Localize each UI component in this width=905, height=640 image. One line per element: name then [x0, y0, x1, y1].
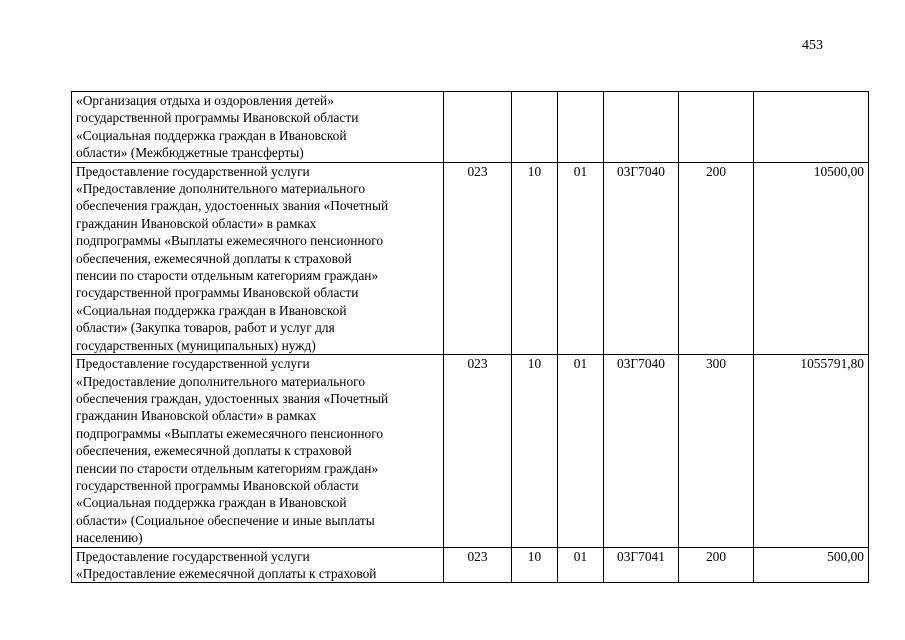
- table-row: [72, 162, 869, 354]
- description-line: обеспечения, ежемесячной доплаты к страховой: [76, 443, 352, 459]
- row-description: [72, 355, 444, 547]
- amount-cell: [754, 92, 869, 163]
- subsection-code: 01: [558, 162, 604, 354]
- description-line: гражданин Ивановской области» в рамках: [76, 215, 317, 231]
- row-description: [72, 92, 444, 163]
- row-description: [72, 547, 444, 583]
- row-description: [72, 162, 444, 354]
- ministry-code: 023: [444, 547, 512, 583]
- description-line: «Предоставление ежемесячной доплаты к страховой: [76, 565, 377, 581]
- expense-type-code: 200: [679, 547, 754, 583]
- table-row: [72, 547, 869, 583]
- description-line: государственной программы Ивановской области: [76, 110, 359, 126]
- table-row: [72, 355, 869, 547]
- description-line: государственной программы Ивановской области: [76, 477, 359, 493]
- table-row: [72, 92, 869, 163]
- target-article-code: 03Г7041: [604, 547, 679, 583]
- section-code: 10: [512, 547, 558, 583]
- description-line: «Социальная поддержка граждан в Ивановской: [76, 302, 347, 318]
- section-code: [512, 92, 558, 163]
- description-line: гражданин Ивановской области» в рамках: [76, 408, 317, 424]
- target-article-code: 03Г7040: [604, 355, 679, 547]
- amount-cell: 10500,00: [754, 162, 869, 354]
- amount-cell: 500,00: [754, 547, 869, 583]
- ministry-code: 023: [444, 162, 512, 354]
- expense-type-code: 200: [679, 162, 754, 354]
- subsection-code: [558, 92, 604, 163]
- description-line: Предоставление государственной услуги: [76, 356, 310, 372]
- description-line: «Социальная поддержка граждан в Ивановской: [76, 495, 347, 511]
- description-line: области» (Закупка товаров, работ и услуг для: [76, 320, 335, 336]
- description-line: государственной программы Ивановской области: [76, 285, 359, 301]
- description-line: «Предоставление дополнительного материального: [76, 373, 366, 389]
- target-article-code: 03Г7040: [604, 162, 679, 354]
- expense-type-code: [679, 92, 754, 163]
- ministry-code: 023: [444, 355, 512, 547]
- description-line: подпрограммы «Выплаты ежемесячного пенсионного: [76, 233, 384, 249]
- budget-table-body: [72, 92, 869, 583]
- amount-cell: 1055791,80: [754, 355, 869, 547]
- page-number: 453: [802, 38, 823, 53]
- subsection-code: 01: [558, 547, 604, 583]
- description-line: населению): [76, 530, 143, 546]
- description-line: государственных (муниципальных) нужд): [76, 337, 316, 353]
- target-article-code: [604, 92, 679, 163]
- description-line: обеспечения, ежемесячной доплаты к страховой: [76, 250, 352, 266]
- description-line: «Социальная поддержка граждан в Ивановской: [76, 127, 347, 143]
- budget-table: [71, 91, 869, 583]
- section-code: 10: [512, 162, 558, 354]
- description-line: Предоставление государственной услуги: [76, 548, 310, 564]
- expense-type-code: 300: [679, 355, 754, 547]
- description-line: обеспечения граждан, удостоенных звания «Почетный: [76, 390, 389, 406]
- ministry-code: [444, 92, 512, 163]
- description-line: подпрограммы «Выплаты ежемесячного пенсионного: [76, 425, 384, 441]
- description-line: пенсии по старости отдельным категориям граждан»: [76, 268, 379, 284]
- subsection-code: 01: [558, 355, 604, 547]
- description-line: Предоставление государственной услуги: [76, 163, 310, 179]
- description-line: «Организация отдыха и оздоровления детей»: [76, 93, 334, 108]
- description-line: области» (Межбюджетные трансферты): [76, 145, 304, 161]
- description-line: обеспечения граждан, удостоенных звания «Почетный: [76, 198, 389, 214]
- description-line: области» (Социальное обеспечение и иные выплаты: [76, 512, 375, 528]
- description-line: «Предоставление дополнительного материального: [76, 181, 366, 197]
- description-line: пенсии по старости отдельным категориям граждан»: [76, 460, 379, 476]
- section-code: 10: [512, 355, 558, 547]
